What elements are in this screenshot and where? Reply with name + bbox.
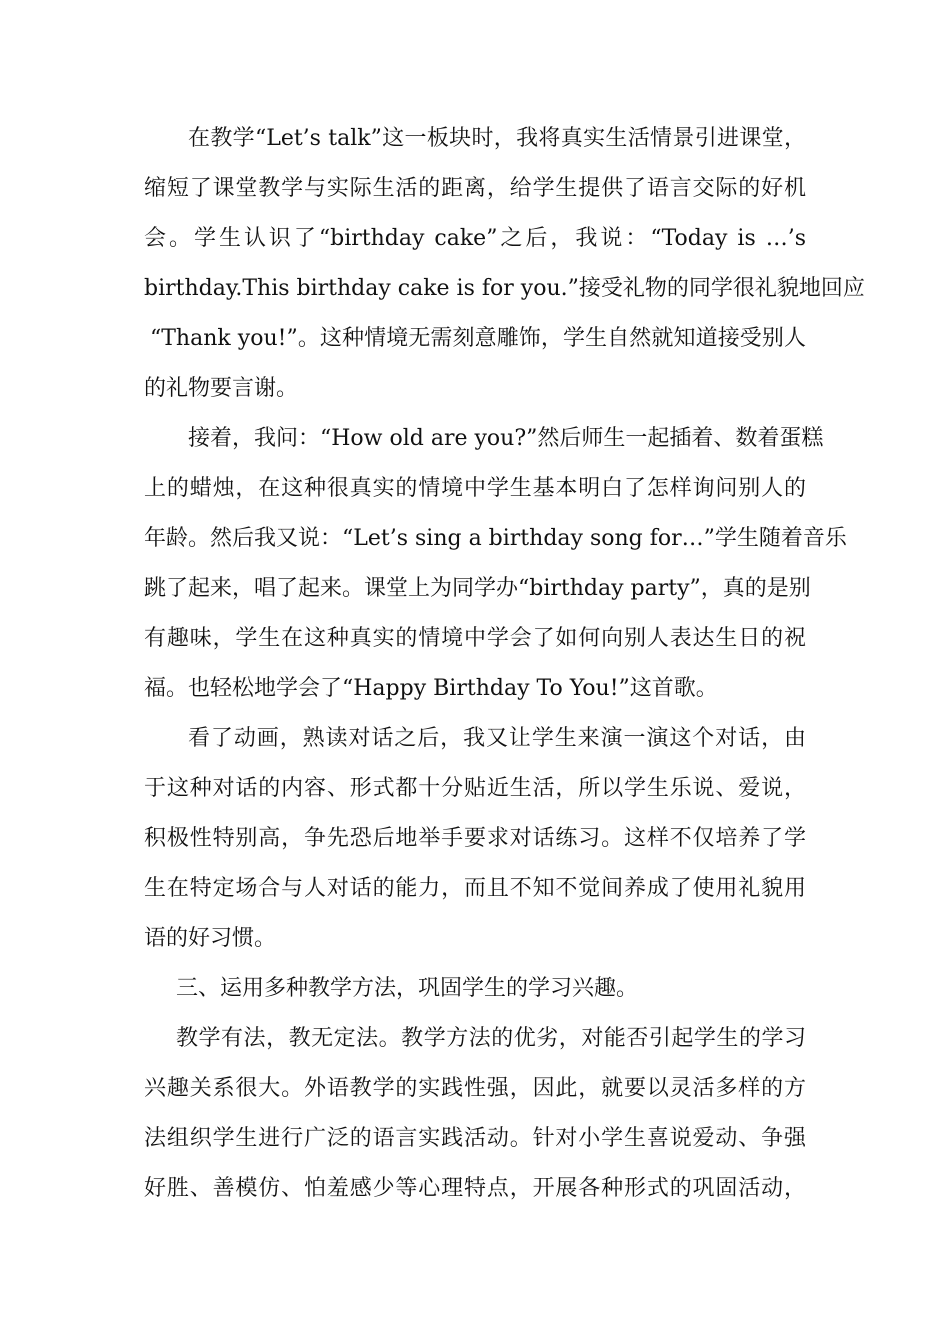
paragraph-1-line-1: 在教学“Let’s talk”这一板块时，我将真实生活情景引进课堂， — [188, 126, 806, 151]
paragraph-3-line-5: 语的好习惯。 — [144, 926, 277, 951]
paragraph-2-line-2: 上的蜡烛，在这种很真实的情境中学生基本明白了怎样询问别人的 — [144, 476, 806, 501]
paragraph-1-line-6: 的礼物要言谢。 — [144, 376, 299, 401]
paragraph-2-line-4: 跳了起来，唱了起来。课堂上为同学办“birthday party”，真的是别 — [144, 576, 811, 601]
paragraph-4-line-4: 好胜、善模仿、怕羞感少等心理特点，开展各种形式的巩固活动， — [144, 1176, 806, 1201]
paragraph-4-line-1: 教学有法，教无定法。教学方法的优劣，对能否引起学生的学习 — [176, 1026, 806, 1051]
paragraph-3-line-2: 于这种对话的内容、形式都十分贴近生活，所以学生乐说、爱说， — [144, 776, 806, 801]
paragraph-1-line-3: 会。学生认识了“birthday cake”之后，我说：“Today is …’s — [144, 226, 806, 251]
paragraph-3-line-4: 生在特定场合与人对话的能力，而且不知不觉间养成了使用礼貌用 — [144, 876, 806, 901]
paragraph-3-line-1: 看了动画，熟读对话之后，我又让学生来演一演这个对话，由 — [188, 726, 806, 751]
paragraph-1-line-2: 缩短了课堂教学与实际生活的距离，给学生提供了语言交际的好机 — [144, 176, 806, 201]
paragraph-3-line-3: 积极性特别高，争先恐后地举手要求对话练习。这样不仅培养了学 — [144, 826, 806, 851]
paragraph-2-line-6: 福。也轻松地学会了“Happy Birthday To You!”这首歌。 — [144, 676, 718, 701]
paragraph-4-line-2: 兴趣关系很大。外语教学的实践性强，因此，就要以灵活多样的方 — [144, 1076, 806, 1101]
section-heading: 三、运用多种教学方法，巩固学生的学习兴趣。 — [176, 976, 639, 1001]
paragraph-2-line-5: 有趣味，学生在这种真实的情境中学会了如何向别人表达生日的祝 — [144, 626, 806, 651]
paragraph-4-line-3: 法组织学生进行广泛的语言实践活动。针对小学生喜说爱动、争强 — [144, 1126, 806, 1151]
paragraph-1-line-5: “Thank you!”。这种情境无需刻意雕饰，学生自然就知道接受别人 — [150, 326, 806, 351]
paragraph-2-line-3: 年龄。然后我又说：“Let’s sing a birthday song for…”学生随着音乐 — [144, 526, 847, 551]
paragraph-1-line-4: birthday.This birthday cake is for you.”接受礼物的同学很礼貌地回应 — [144, 276, 865, 301]
paragraph-2-line-1: 接着，我问：“How old are you?”然后师生一起插着、数着蛋糕 — [188, 426, 824, 451]
